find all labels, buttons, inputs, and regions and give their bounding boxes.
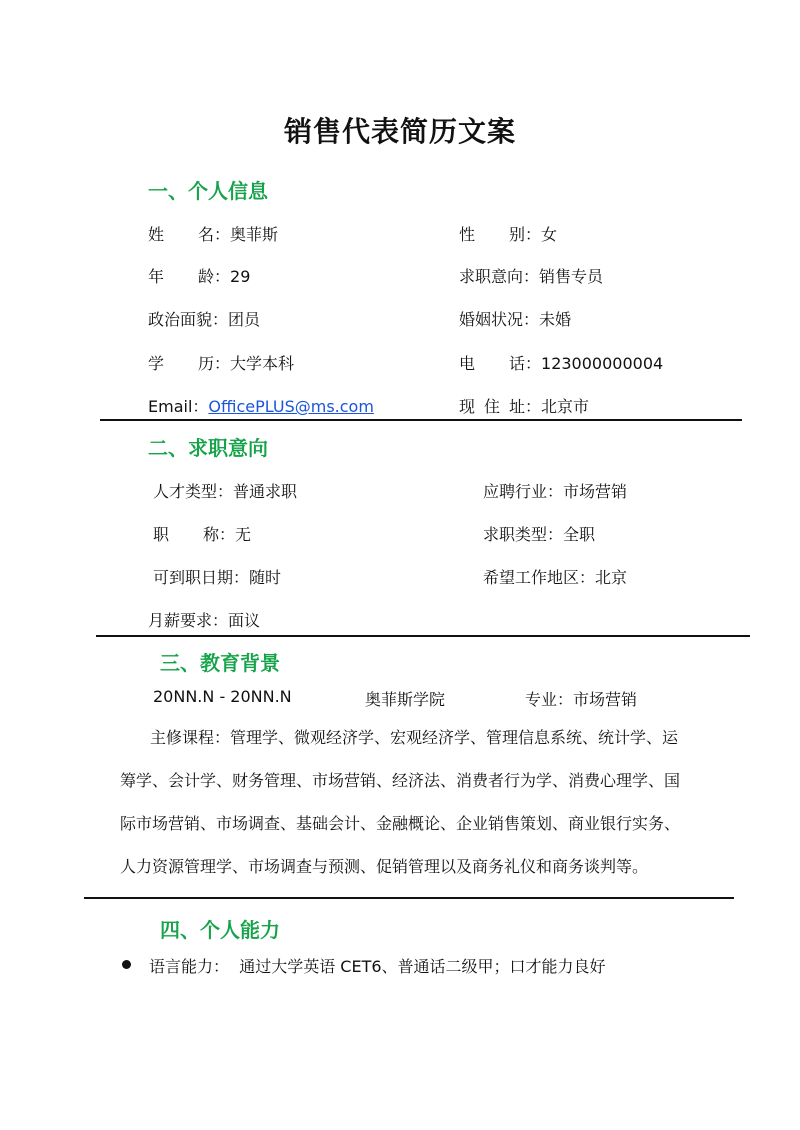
field-degree: 学 历 ：大学本科	[148, 351, 294, 374]
divider-3	[84, 897, 734, 899]
field-industry-value: 市场营销	[563, 482, 628, 501]
field-salary-label: 月薪要求	[148, 611, 213, 630]
section-heading-ability: 四、个人能力	[160, 918, 280, 942]
field-job-intent-value: 销售专员	[539, 267, 604, 286]
field-marital: 婚姻状况：未婚	[459, 310, 572, 329]
field-job-type-value: 全职	[563, 525, 596, 544]
edu-courses-label: 主修课程	[150, 728, 215, 747]
ability-item-text: 通过大学英语 CET6、普通话二级甲；口才能力良好	[239, 957, 606, 976]
field-address: 现 住 址 ：北京市	[459, 394, 589, 417]
field-industry-label: 应聘行业	[483, 482, 548, 501]
field-political-value: 团员	[228, 310, 261, 329]
field-job-title: 职 称 ：无	[153, 522, 251, 545]
divider-1	[100, 419, 742, 421]
edu-major-value: 市场营销	[573, 690, 638, 709]
field-start-date-value: 随时	[249, 568, 282, 587]
field-phone-value: 123000000004	[541, 354, 664, 373]
field-job-intent: 求职意向：销售专员	[459, 267, 604, 286]
edu-courses: 主修课程：管理学、微观经济学、宏观经济学、管理信息系统、统计学、运筹学、会计学、财务管理、市场营销、经济法、消费者行为学、消费心理学、国际市场营销、市场调查、基础会计、金融概论、企业销售策划、商业银行实务、人力资源管理学、市场调查与预测、促销管理以及商务礼仪和商务谈判等。	[120, 728, 681, 876]
email-link[interactable]: OfficePLUS@ms.com	[208, 397, 374, 416]
document-title: 销售代表简历文案	[283, 115, 516, 148]
field-name-label: 姓 名	[148, 225, 214, 244]
edu-period: 20NN.N - 20NN.N	[153, 687, 292, 706]
field-gender: 性 别 ：女	[459, 222, 557, 245]
edu-courses-text: 管理学、微观经济学、宏观经济学、管理信息系统、统计学、运筹学、会计学、财务管理、市场营销、经济法、消费者行为学、消费心理学、国际市场营销、市场调查、基础会计、金融概论、企业销售策划、商业银行实务、人力资源管理学、市场调查与预测、促销管理以及商务礼仪和商务谈判等。	[120, 728, 681, 876]
field-address-value: 北京市	[541, 397, 590, 416]
field-industry: 应聘行业：市场营销	[483, 482, 628, 501]
field-job-title-label: 职 称	[153, 525, 219, 544]
field-job-intent-label: 求职意向	[459, 267, 524, 286]
field-email: Email：OfficePLUS@ms.com	[148, 397, 374, 416]
field-degree-value: 大学本科	[230, 354, 295, 373]
field-age-value: 29	[230, 267, 251, 286]
ability-item: 语言能力： 通过大学英语 CET6、普通话二级甲；口才能力良好	[149, 957, 606, 976]
field-address-label: 现 住 址	[459, 397, 525, 416]
field-email-label: Email	[148, 397, 193, 416]
field-age: 年 龄 ：29	[148, 264, 250, 287]
field-marital-label: 婚姻状况	[459, 310, 524, 329]
field-talent-type-label: 人才类型	[153, 482, 218, 501]
section-heading-education: 三、教育背景	[160, 651, 280, 675]
field-gender-label: 性 别	[459, 225, 525, 244]
field-phone: 电 话 ：123000000004	[459, 351, 663, 374]
field-work-area-label: 希望工作地区	[483, 568, 580, 587]
field-phone-label: 电 话	[459, 354, 525, 373]
section-heading-intent: 二、求职意向	[148, 436, 268, 460]
field-political: 政治面貌：团员	[148, 310, 261, 329]
field-talent-type: 人才类型：普通求职	[153, 482, 298, 501]
edu-major: 专业：市场营销	[525, 690, 638, 709]
field-job-type-label: 求职类型	[483, 525, 548, 544]
bullet-icon	[122, 960, 131, 969]
field-work-area: 希望工作地区：北京	[483, 568, 628, 587]
field-marital-value: 未婚	[539, 310, 572, 329]
field-salary-value: 面议	[228, 611, 261, 630]
field-start-date: 可到职日期：随时	[153, 568, 282, 587]
ability-item-label: 语言能力	[149, 957, 214, 976]
field-salary: 月薪要求：面议	[148, 611, 261, 630]
field-start-date-label: 可到职日期	[153, 568, 234, 587]
field-age-label: 年 龄	[148, 267, 214, 286]
divider-2	[96, 635, 750, 637]
field-gender-value: 女	[541, 225, 558, 244]
section-heading-personal: 一、个人信息	[148, 179, 268, 203]
field-political-label: 政治面貌	[148, 310, 213, 329]
field-name-value: 奥菲斯	[230, 225, 279, 244]
field-job-type: 求职类型：全职	[483, 525, 596, 544]
field-job-title-value: 无	[235, 525, 252, 544]
edu-major-label: 专业	[525, 690, 558, 709]
field-degree-label: 学 历	[148, 354, 214, 373]
field-name: 姓 名 ：奥菲斯	[148, 222, 278, 245]
field-work-area-value: 北京	[595, 568, 628, 587]
edu-school: 奥菲斯学院	[365, 690, 446, 709]
field-talent-type-value: 普通求职	[233, 482, 298, 501]
